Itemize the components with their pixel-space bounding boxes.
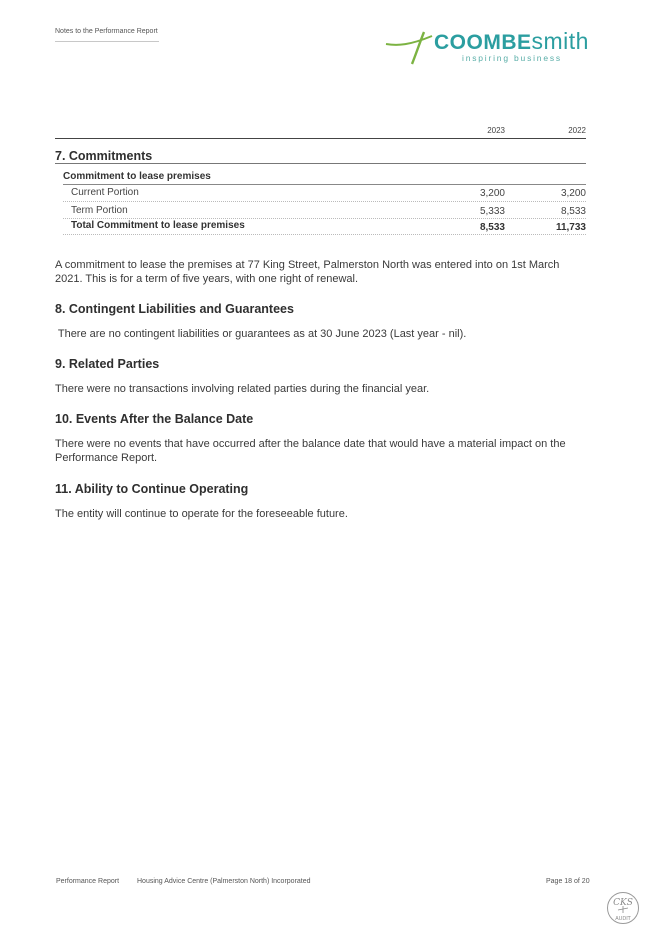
events-after-balance-date-line2: Performance Report. <box>55 452 158 464</box>
ability-to-continue-text: The entity will continue to operate for the foreseeable future. <box>55 508 348 520</box>
table-cell-2022: 3,200 <box>560 188 586 199</box>
logo-swoosh-icon <box>384 26 436 68</box>
total-cell-2022: 11,733 <box>555 222 586 233</box>
commitments-heading: 7. Commitments <box>55 149 153 163</box>
related-parties-heading: 9. Related Parties <box>55 357 160 371</box>
total-cell-2023: 8,533 <box>479 222 505 233</box>
events-after-balance-date-heading: 10. Events After the Balance Date <box>55 412 254 426</box>
logo-wordmark-bold: COOMBE <box>434 31 532 54</box>
table-cell-2023: 5,333 <box>479 206 505 217</box>
logo-wordmark <box>434 28 589 55</box>
table-cell-2023: 3,200 <box>479 188 505 199</box>
total-row-label: Total Commitment to lease premises <box>71 220 245 231</box>
logo-tagline: inspiring business <box>462 53 562 63</box>
row-divider <box>63 201 586 202</box>
audit-stamp-initials: CKS <box>613 898 633 908</box>
footer-report-label: Performance Report <box>56 878 120 885</box>
header-divider <box>55 41 159 42</box>
year-column-2023: 2023 <box>487 126 505 135</box>
related-parties-text: There were no transactions involving related parties during the financial year. <box>55 383 430 395</box>
ability-to-continue-heading: 11. Ability to Continue Operating <box>55 482 249 496</box>
footer-entity-name: Housing Advice Centre (Palmerston North) Incorporated <box>137 878 311 885</box>
commitment-note-line2: 2021. This is for a term of five years, with one right of renewal. <box>55 273 359 285</box>
audit-stamp-icon <box>606 891 640 925</box>
audit-stamp <box>606 891 640 925</box>
year-column-2022: 2022 <box>568 126 586 135</box>
section-header-label: Notes to the Performance Report <box>55 28 158 35</box>
footer-page-number: Page 18 of 20 <box>546 878 590 885</box>
total-row-divider <box>63 234 586 235</box>
commitment-note-line1: A commitment to lease the premises at 77 King Street, Palmerston North was entered into on 1st March <box>55 259 560 271</box>
company-logo <box>384 26 594 70</box>
lease-subheading: Commitment to lease premises <box>63 171 211 182</box>
lease-subheading-rule <box>63 184 586 185</box>
events-after-balance-date-line1: There were no events that have occurred after the balance date that would have a material impact on the <box>55 438 566 450</box>
contingent-liabilities-text: There are no contingent liabilities or guarantees as at 30 June 2023 (Last year - nil). <box>55 328 467 340</box>
audit-stamp-caption: AUDIT <box>615 916 631 922</box>
table-cell-2022: 8,533 <box>560 206 586 217</box>
row-divider <box>63 218 586 219</box>
table-top-rule <box>55 138 586 139</box>
table-row-label: Current Portion <box>71 187 139 198</box>
table-row-label: Term Portion <box>71 205 128 216</box>
contingent-liabilities-heading: 8. Contingent Liabilities and Guarantees <box>55 302 294 316</box>
logo-wordmark-light: smith <box>531 28 589 54</box>
commitments-heading-rule <box>55 163 586 164</box>
